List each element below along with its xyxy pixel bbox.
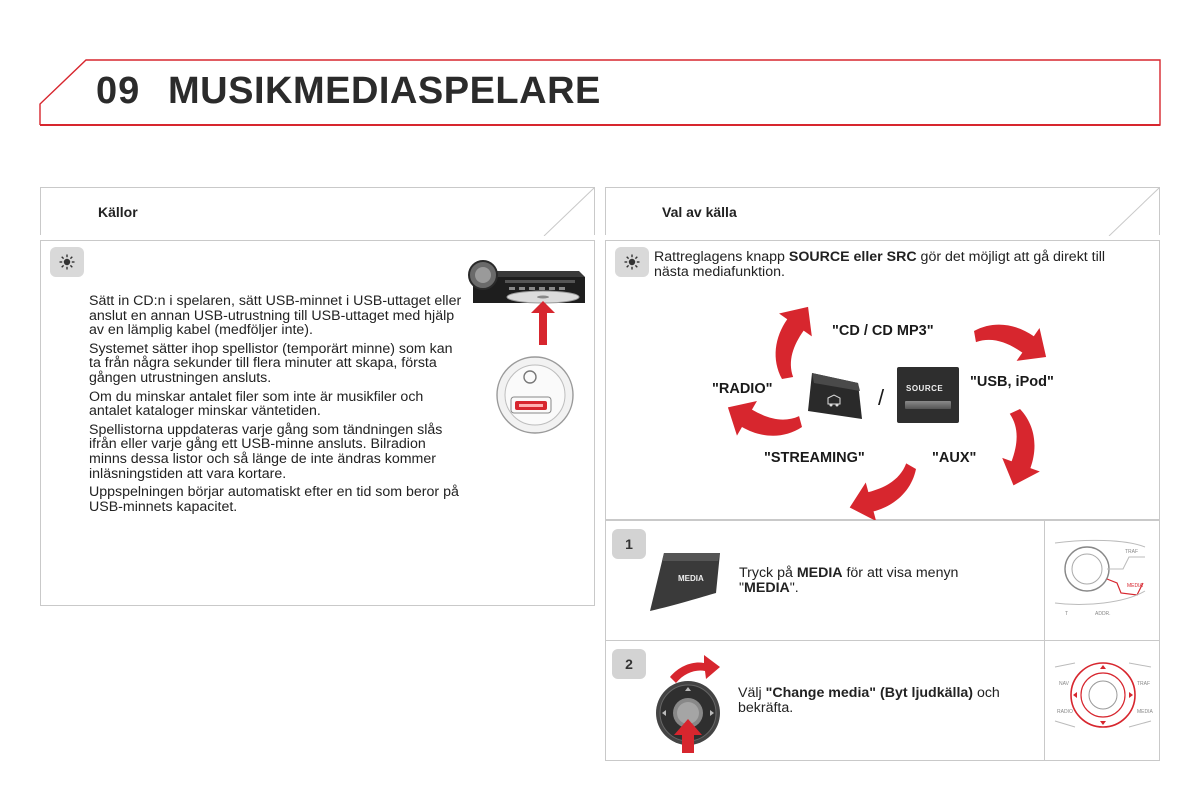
cd-player-illustration <box>465 253 589 353</box>
source-intro: Rattreglagens knapp SOURCE eller SRC gör det möjligt att gå direkt till nästa mediafunktion. <box>654 249 1106 280</box>
step-2-text: Välj "Change media" (Byt ljudkälla) och bekräfta. <box>738 685 1000 716</box>
usb-port-illustration <box>493 353 583 443</box>
thumb-label: RADIO <box>1057 709 1073 715</box>
thumb-label: NAV <box>1059 681 1069 687</box>
chapter-number: 09 <box>96 70 141 112</box>
paragraph: Spellistorna uppdateras varje gång som tändningen slås ifrån eller varje gång ett USB-minne ansluts. Bilradion minns dessa listor och så länge de inte ändras kommer inläsningstiden att vara kortare. <box>89 421 443 482</box>
source-streaming: "STREAMING" <box>764 450 865 466</box>
left-section-title: Källor <box>98 204 138 220</box>
source-usb: "USB, iPod" <box>970 374 1054 390</box>
slash-separator: / <box>878 385 885 410</box>
paragraph: Systemet sätter ihop spellistor (temporärt minne) som kan ta från några sekunder till flera minuter att skapa, första gången utrustningen ansluts. <box>89 340 453 386</box>
source-button-bar <box>905 401 951 409</box>
step-1-panel <box>605 520 1160 641</box>
thumb-label: ADDR. <box>1095 611 1111 617</box>
tab-diagonal <box>524 188 594 236</box>
source-aux: "AUX" <box>932 450 977 466</box>
left-section-tab <box>40 187 595 235</box>
sources-description <box>89 294 464 518</box>
steering-wheel-source-button <box>806 371 866 421</box>
tab-diagonal <box>1089 188 1159 236</box>
step-number-badge: 2 <box>612 649 646 679</box>
source-button-label: SOURCE <box>906 384 944 393</box>
step-1-thumbnail <box>1044 521 1160 641</box>
paragraph: Uppspelningen börjar automatiskt efter en tid som beror på USB-minnets kapacitet. <box>89 484 459 515</box>
source-button <box>897 367 959 423</box>
lightbulb-icon <box>59 254 75 270</box>
step-2-thumbnail <box>1044 641 1160 761</box>
source-cycle-panel <box>605 240 1160 520</box>
control-panel-thumbnail <box>1045 521 1161 641</box>
thumb-label: TRAF <box>1137 681 1151 687</box>
control-panel-thumbnail <box>1045 641 1161 761</box>
svg-text:MEDIA: MEDIA <box>678 574 704 583</box>
rotary-knob-illustration <box>654 653 726 753</box>
right-section-tab <box>605 187 1160 235</box>
page-title: MUSIKMEDIASPELARE <box>168 70 601 112</box>
media-button-illustration <box>646 551 726 613</box>
step-number-badge: 1 <box>612 529 646 559</box>
paragraph: Sätt in CD:n i spelaren, sätt USB-minnet i USB-uttaget eller anslut en annan USB-utrustning till USB-uttaget med hjälp av en lämplig kabel (medföljer inte). <box>89 293 462 339</box>
paragraph: Om du minskar antalet filer som inte är musikfiler och antalet kataloger minskar väntetiden. <box>89 388 424 420</box>
step-1-text: Tryck på MEDIA för att visa menyn "MEDIA". <box>739 565 959 596</box>
step-2-panel <box>605 640 1160 761</box>
source-cd: "CD / CD MP3" <box>832 323 934 339</box>
thumb-label: T <box>1065 611 1069 617</box>
source-cycle-arrows <box>606 241 1161 521</box>
tip-badge <box>50 247 84 277</box>
thumb-label: MEDIA <box>1127 583 1143 589</box>
thumb-label: TRAF <box>1125 549 1139 555</box>
source-radio: "RADIO" <box>712 381 773 397</box>
thumb-label: MEDIA <box>1137 709 1153 715</box>
right-section-title: Val av källa <box>662 204 737 220</box>
left-panel <box>40 240 595 606</box>
